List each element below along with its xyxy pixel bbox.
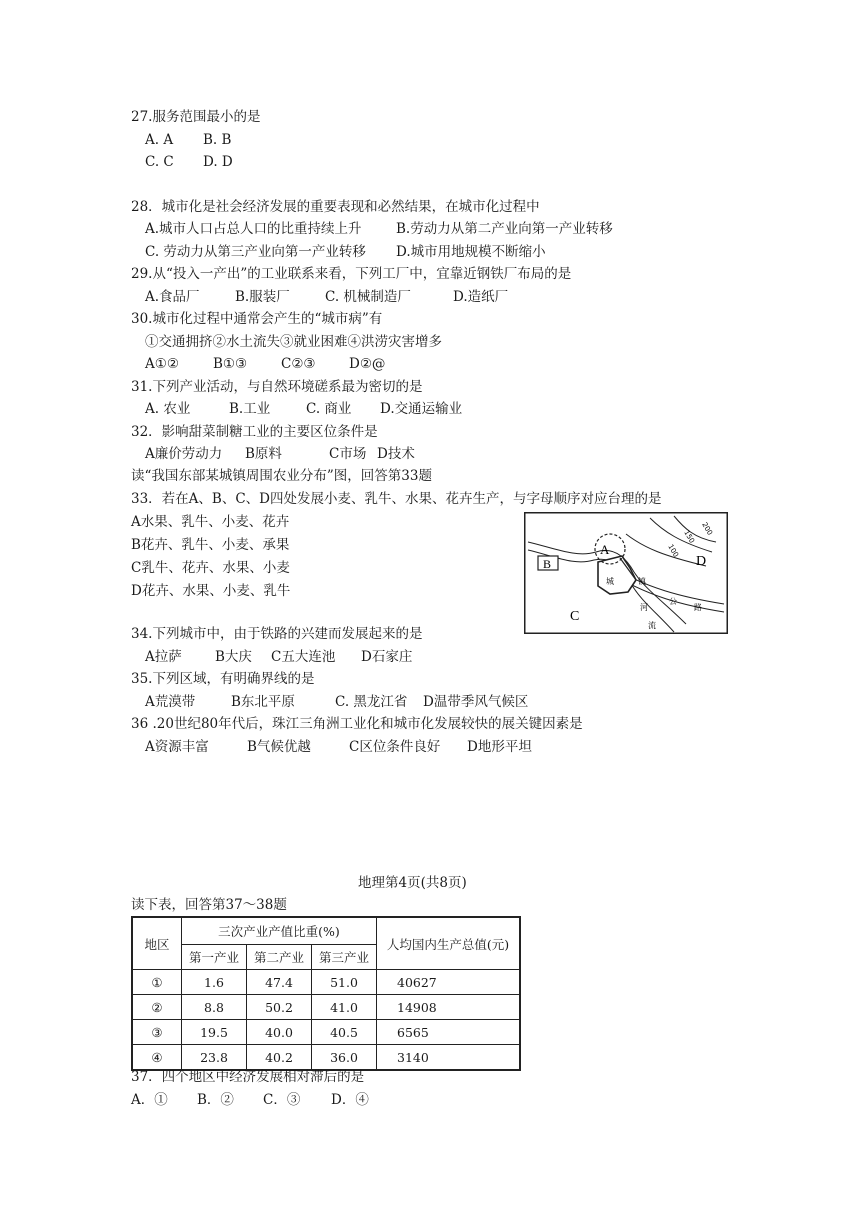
table-cell-secondary: 47.4: [247, 970, 312, 995]
q34-option-a: A拉萨: [145, 649, 182, 665]
q35-option-c: C. 黑龙江省: [335, 694, 408, 710]
q27-options-row2: [145, 153, 233, 171]
map-label-d: D: [696, 554, 707, 569]
table-cell-tertiary: 51.0: [312, 970, 377, 995]
q30-stem: 30.城市化过程中通常会产生的“城市病”有: [131, 311, 383, 327]
map-label-river-2: 流: [648, 621, 656, 630]
table-cell-gdp: 14908: [377, 995, 521, 1020]
q27-option-a: A. A: [145, 132, 174, 148]
q30-options: [145, 355, 385, 373]
q30-option-c: C②③: [281, 356, 316, 372]
table-header-tertiary: 第三产业: [312, 945, 377, 970]
q37-options: [131, 1091, 369, 1109]
q35-option-d: D温带季风气候区: [423, 694, 529, 710]
q28-option-c: C. 劳动力从第三产业向第一产业转移: [145, 244, 366, 260]
q36-stem: 36 .20世纪80年代后，珠江三角洲工业化和城市化发展较快的展关键因素是: [131, 716, 583, 732]
q34-options: [145, 648, 412, 666]
table-cell-gdp: 6565: [377, 1020, 521, 1045]
q29-option-d: D.造纸厂: [453, 289, 509, 305]
q30-option-b: B①③: [213, 356, 248, 372]
q34-option-b: B大庆: [215, 649, 252, 665]
agriculture-map: [524, 512, 728, 634]
q37-stem: 37．四个地区中经济发展相对滞后的是: [131, 1069, 365, 1085]
q33-stem: 33．若在A、B、C、D四处发展小麦、乳牛、水果、花卉生产，与字母顺序对应台理的是: [131, 491, 662, 507]
q34-option-c: C五大连池: [271, 649, 336, 665]
q36-option-a: A资源丰富: [145, 739, 209, 755]
q30-option-d: D②@: [349, 356, 386, 372]
q33-option-a: A水果、乳牛、小麦、花卉: [131, 514, 290, 530]
table-cell-primary: 8.8: [182, 995, 247, 1020]
q35-option-b: B东北平原: [231, 694, 295, 710]
q32-option-d: D技术: [377, 446, 415, 462]
map-label-town-2: 镇: [638, 577, 646, 586]
map-label-a: A: [600, 542, 610, 557]
q27-option-c: C. C: [145, 154, 174, 170]
map-label-road-2: 路: [694, 603, 702, 612]
q34-stem: 34.下列城市中，由于铁路的兴建而发展起来的是: [131, 626, 423, 642]
q35-stem: 35.下列区域，有明确界线的是: [131, 671, 315, 687]
table-cell-tertiary: 41.0: [312, 995, 377, 1020]
table-header-row-1: [132, 917, 520, 945]
q31-options: [145, 400, 462, 418]
table-row: [132, 995, 520, 1020]
q31-option-c: C. 商业: [306, 401, 352, 417]
q37-option-d: D．④: [331, 1092, 369, 1108]
table-cell-gdp: 40627: [377, 970, 521, 995]
q33-reading-prompt: 读“我国东部某城镇周围农业分布”图，回答第33题: [131, 468, 432, 484]
q28-option-d: D.城市用地规模不断缩小: [396, 244, 546, 260]
industry-table: [131, 916, 521, 1071]
map-label-town-1: 城: [606, 577, 614, 586]
q31-option-a: A. 农业: [145, 401, 191, 417]
q37-option-c: C．③: [263, 1092, 301, 1108]
table-row: [132, 970, 520, 995]
contour-label-100: 100: [666, 543, 680, 559]
table-cell-secondary: 50.2: [247, 995, 312, 1020]
table-cell-secondary: 40.2: [247, 1045, 312, 1071]
map-label-river-1: 河: [640, 603, 648, 612]
table-cell-region: ④: [132, 1045, 182, 1071]
q32-options: [145, 445, 415, 463]
q32-option-b: B原料: [245, 446, 282, 462]
q27-option-d: D. D: [203, 154, 233, 170]
q33-option-b: B花卉、乳牛、小麦、承果: [131, 537, 290, 553]
q31-stem: 31.下列产业活动，与自然环境磋系最为密切的是: [131, 379, 423, 395]
table-cell-primary: 1.6: [182, 970, 247, 995]
q36-option-c: C区位条件良好: [349, 739, 441, 755]
q28-options-row2: [145, 243, 546, 261]
q28-option-a: A.城市人口占总人口的比重持续上升: [145, 221, 362, 237]
q30-option-a: A①②: [145, 356, 179, 372]
q35-options: [145, 693, 528, 711]
page-footer: 地理第4页(共8页): [358, 875, 467, 891]
q36-option-b: B气候优越: [247, 739, 311, 755]
q30-sub: ①交通拥挤②水土流失③就业困难④洪涝灾害增多: [145, 334, 442, 350]
q29-options: [145, 288, 508, 306]
q27-stem: 27.服务范围最小的是: [131, 109, 261, 125]
table-row: [132, 1020, 520, 1045]
q29-option-a: A.食品厂: [145, 289, 200, 305]
q36-option-d: D地形平坦: [467, 739, 532, 755]
contour-label-200: 200: [700, 521, 714, 537]
table-cell-primary: 19.5: [182, 1020, 247, 1045]
q29-option-c: C. 机械制造厂: [325, 289, 411, 305]
table-cell-region: ①: [132, 970, 182, 995]
table-cell-tertiary: 36.0: [312, 1045, 377, 1071]
q29-stem: 29.从“投入一产出”的工业联系来看，下列工厂中，宜靠近钢铁厂布局的是: [131, 266, 572, 282]
table-cell-region: ②: [132, 995, 182, 1020]
contour-label-150: 150: [682, 529, 696, 545]
q33-option-c: C乳牛、花卉、水果、小麦: [131, 560, 290, 576]
q34-option-d: D石家庄: [361, 649, 413, 665]
table-header-secondary: 第二产业: [247, 945, 312, 970]
q36-options: [145, 738, 532, 756]
q33-option-d: D花卉、水果、小麦、乳牛: [131, 583, 291, 599]
table-header-primary: 第一产业: [182, 945, 247, 970]
table-header-region: 地区: [132, 917, 182, 970]
table-row: [132, 1045, 520, 1071]
table-cell-region: ③: [132, 1020, 182, 1045]
map-label-road-1: 公: [669, 597, 677, 606]
table-cell-tertiary: 40.5: [312, 1020, 377, 1045]
q29-option-b: B.服装厂: [235, 289, 290, 305]
table-cell-secondary: 40.0: [247, 1020, 312, 1045]
q27-options-row1: [145, 131, 231, 149]
table-cell-gdp: 3140: [377, 1045, 521, 1071]
table-header-gdp: 人均国内生产总值(元): [377, 917, 521, 970]
table-cell-primary: 23.8: [182, 1045, 247, 1071]
q32-option-a: A廉价劳动力: [145, 446, 223, 462]
q28-option-b: B.劳动力从第二产业向第一产业转移: [396, 221, 613, 237]
q35-option-a: A荒漠带: [145, 694, 196, 710]
q37-option-a: A．①: [131, 1092, 168, 1108]
q37-reading-prompt: 读下表，回答第37～38题: [131, 897, 287, 913]
map-label-b: B: [543, 557, 552, 571]
map-label-c: C: [570, 609, 580, 624]
q31-option-d: D.交通运输业: [380, 401, 463, 417]
q32-option-c: C市场: [329, 446, 367, 462]
q37-option-b: B．②: [197, 1092, 234, 1108]
q27-option-b: B. B: [203, 132, 232, 148]
table-header-group: 三次产业产值比重(%): [182, 917, 377, 945]
q31-option-b: B.工业: [229, 401, 271, 417]
q32-stem: 32．影响甜菜制糖工业的主要区位条件是: [131, 424, 378, 440]
q28-options-row1: [145, 220, 613, 238]
q28-stem: 28．城市化是社会经济发展的重要表现和必然结果，在城市化过程中: [131, 199, 540, 215]
